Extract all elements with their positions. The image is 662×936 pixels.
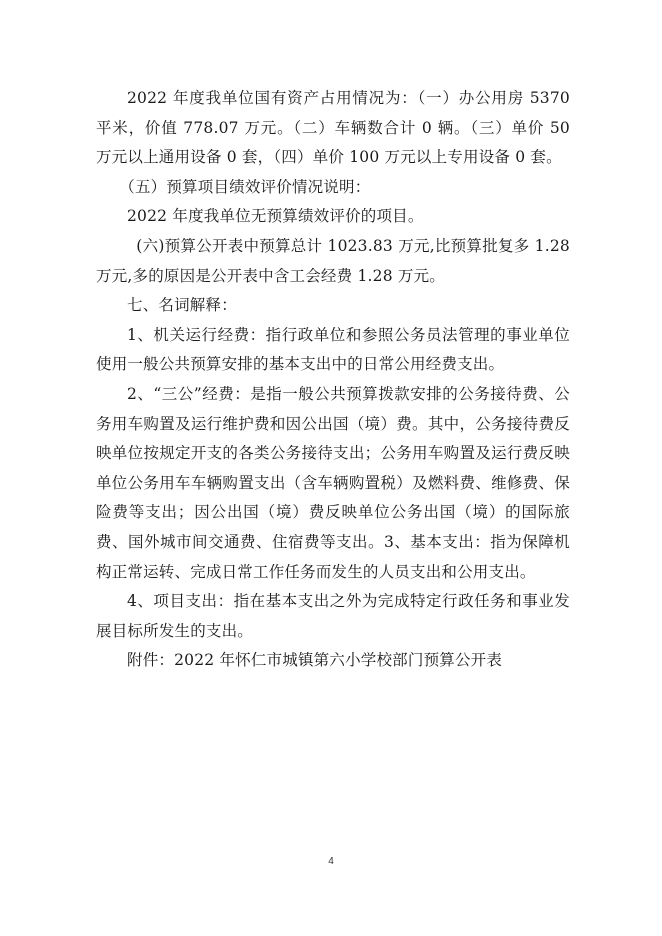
- paragraph-glossary-item-4: 4、项目支出：指在基本支出之外为完成特定行政任务和事业发展目标所发生的支出。: [96, 592, 570, 640]
- paragraph-asset-usage: 2022 年度我单位国有资产占用情况为：（一）办公用房 5370 平米，价值 778.07 万元。（二）车辆数合计 0 辆。（三）单价 50 万元以上通用设备 0 套，（四）单价 100 万元以上专用设备 0 套。: [96, 89, 570, 167]
- document-body: [96, 84, 570, 676]
- paragraph-performance-detail: 2022 年度我单位无预算绩效评价的项目。: [127, 207, 424, 226]
- paragraph-budget-total: (六)预算公开表中预算总计 1023.83 万元,比预算批复多 1.28 万元,多的原因是公开表中含工会经费 1.28 万元。: [96, 236, 570, 285]
- paragraph-attachment: 附件：2022 年怀仁市城镇第六小学校部门预算公开表: [127, 651, 503, 670]
- paragraph-glossary-item-2: 2、“三公”经费：是指一般公共预算拨款安排的公务接待费、公务用车购置及运行维护费和因公出国（境）费。其中，公务接待费反映单位按规定开支的各类公务接待支出；公务用车购置及运行费反映单位公务用车车辆购置支出（含车辆购置税）及燃料费、维修费、保险费等支出；因公出国（境）费反映单位公务出国（境）的国际旅费、国外城市间交通费、住宿费等支出。3、基本支出：指为保障机构正常运转、完成日常工作任务而发生的人员支出和公用支出。: [96, 384, 570, 581]
- paragraph-glossary-heading: 七、名词解释：: [127, 296, 237, 315]
- page-number: 4: [328, 856, 334, 867]
- paragraph-glossary-item-1: 1、机关运行经费：指行政单位和参照公务员法管理的事业单位使用一般公共预算安排的基本支出中的日常公用经费支出。: [96, 325, 570, 374]
- paragraph-performance-heading: （五）预算项目绩效评价情况说明：: [119, 177, 371, 196]
